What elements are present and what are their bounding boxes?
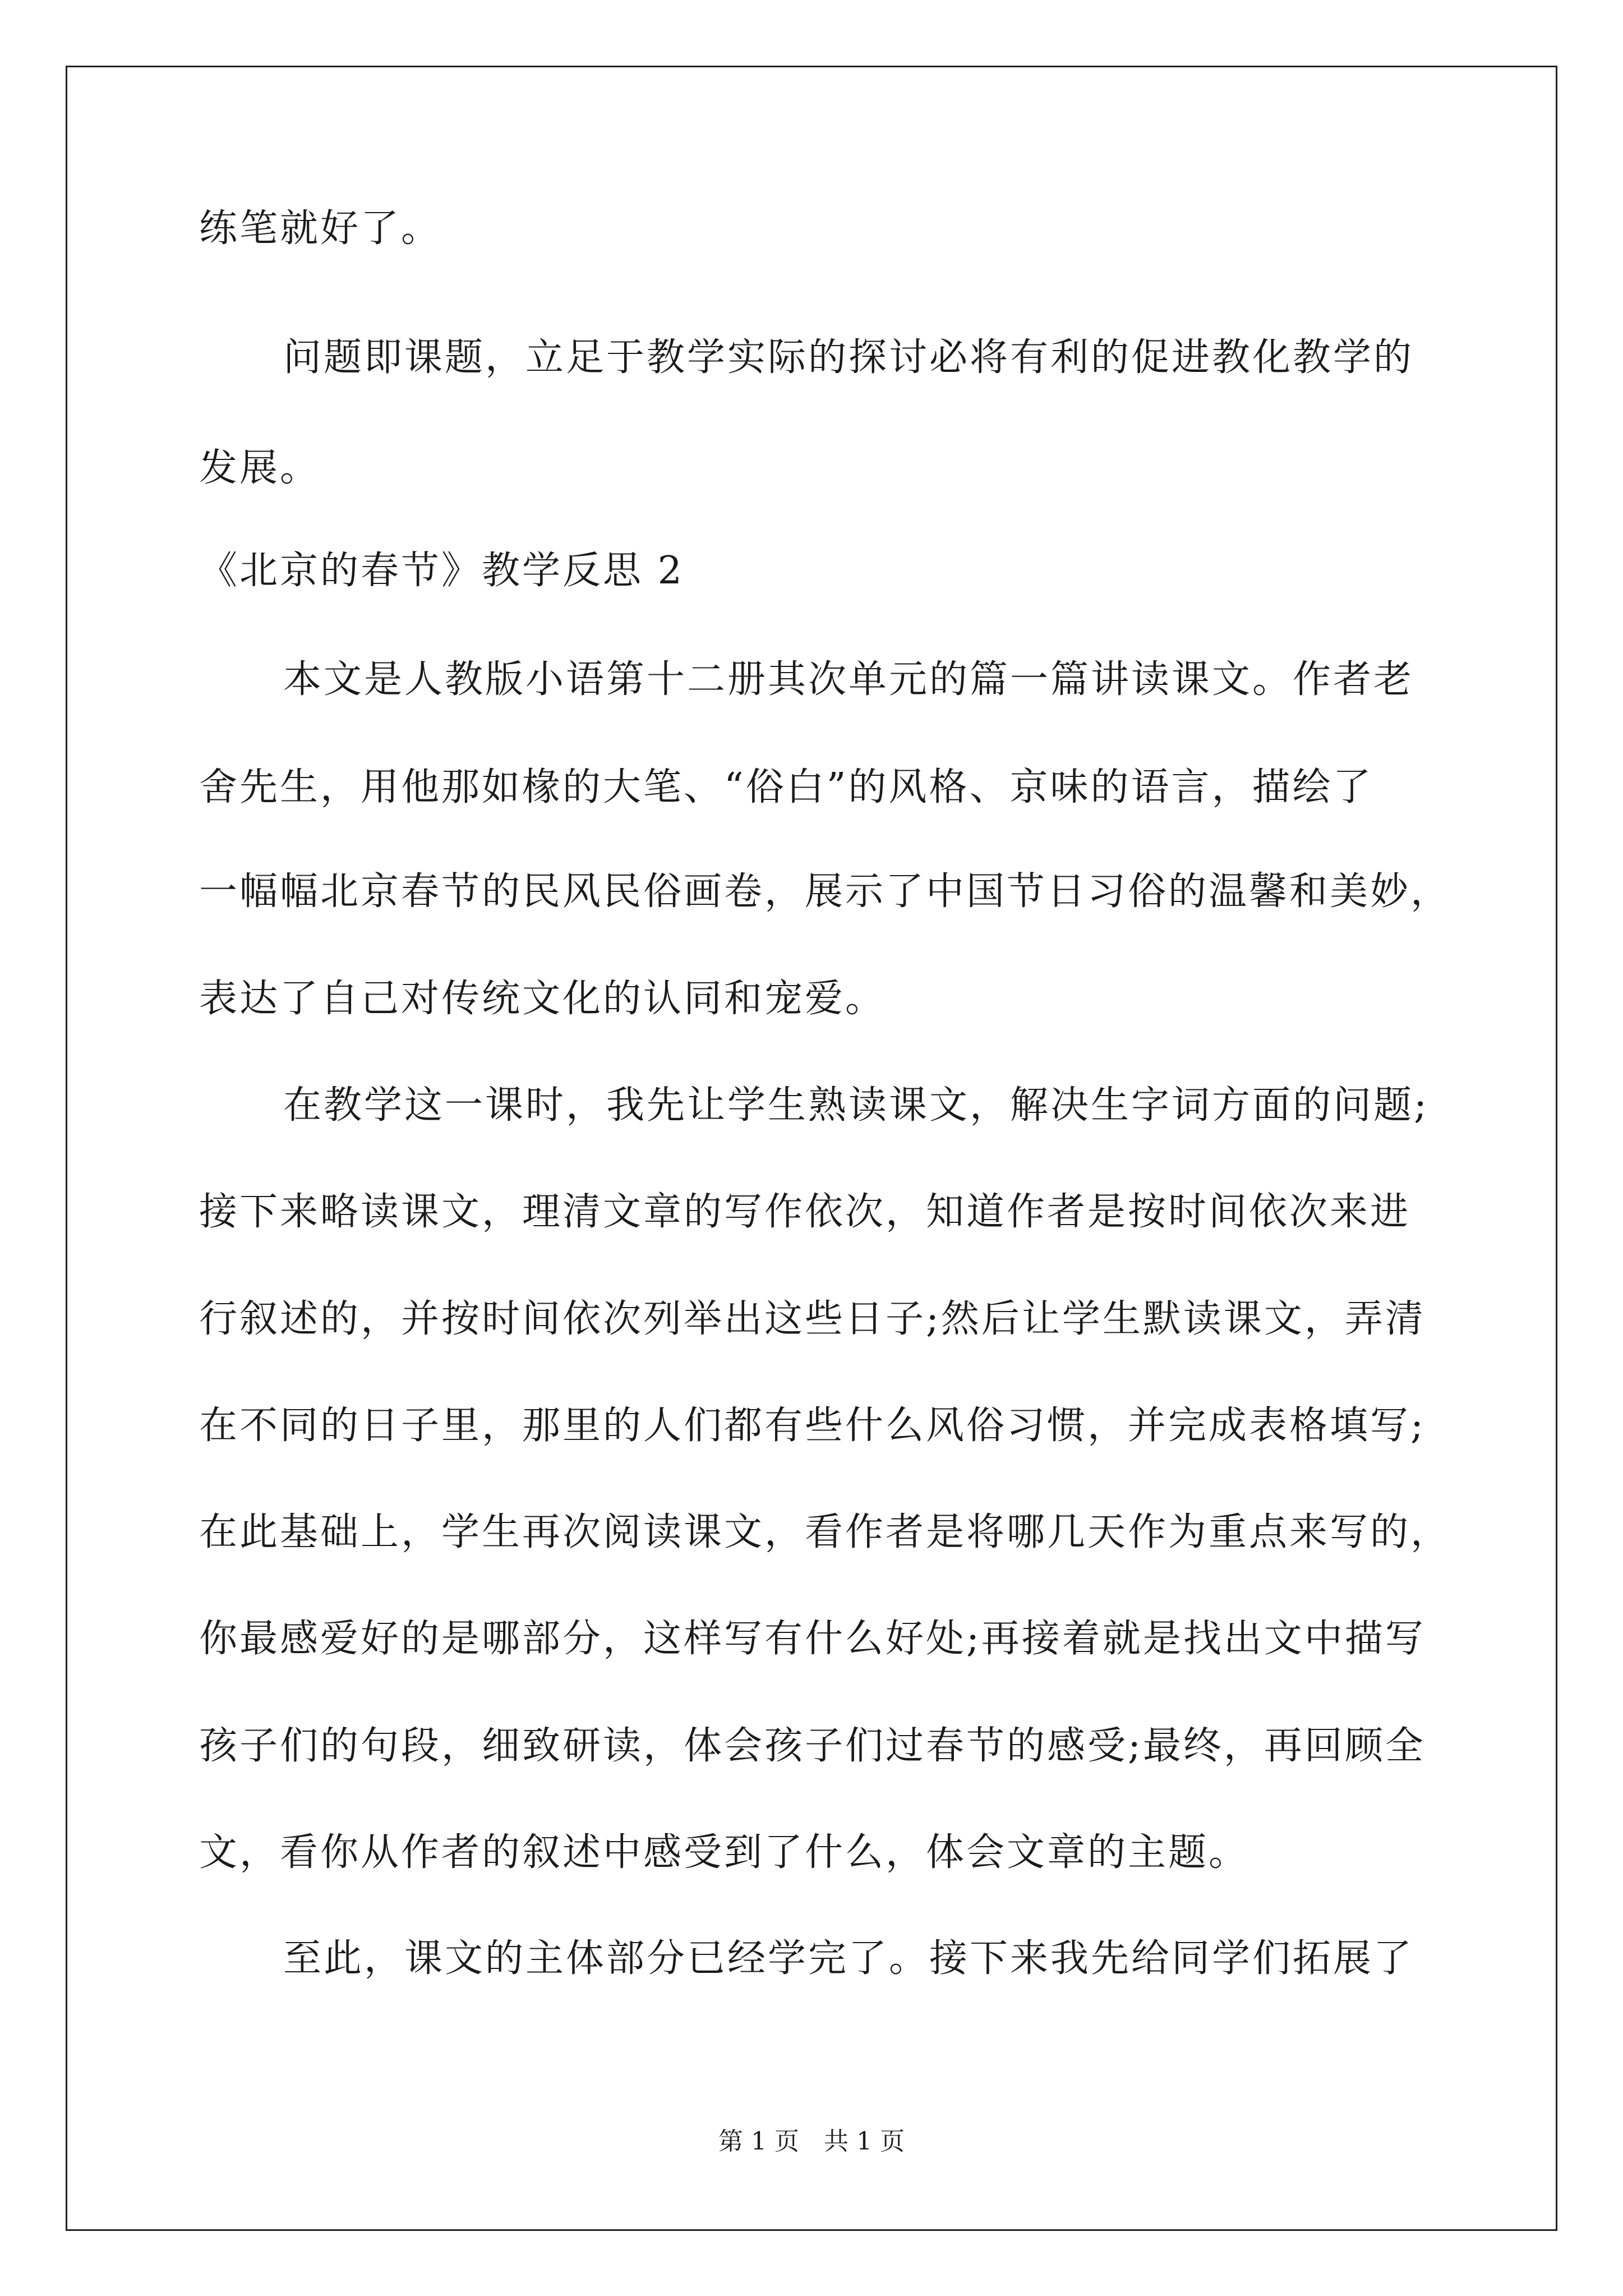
text-line: 一幅幅北京春节的民风民俗画卷，展示了中国节日习俗的温馨和美妙， (199, 869, 1451, 914)
text-line: 至此，课文的主体部分已经学完了。接下来我先给同学们拓展了 (283, 1936, 1414, 1981)
text-line: 行叙述的，并按时间依次列举出这些日子;然后让学生默读课文，弄清 (199, 1297, 1426, 1341)
text-line: 文，看你从作者的叙述中感受到了什么，体会文章的主题。 (199, 1830, 1249, 1875)
text-line: 孩子们的句段，细致研读，体会孩子们过春节的感受;最终，再回顾全 (199, 1724, 1426, 1768)
text-line: 练笔就好了。 (199, 206, 442, 251)
text-line: 在教学这一课时，我先让学生熟读课文，解决生字词方面的问题; (283, 1083, 1429, 1128)
text-line: 问题即课题，立足于教学实际的探讨必将有利的促进教化教学的 (283, 335, 1414, 380)
text-line: 在此基础上，学生再次阅读课文，看作者是将哪几天作为重点来写的， (199, 1510, 1451, 1554)
page-number-footer: 第 1 页 共 1 页 (718, 2127, 905, 2156)
text-line: 接下来略读课文，理清文章的写作依次，知道作者是按时间依次来进 (199, 1190, 1411, 1234)
text-line: 本文是人教版小语第十二册其次单元的篇一篇讲读课文。作者老 (283, 657, 1414, 702)
text-line: 舍先生，用他那如椽的大笔、“俗白”的风格、京味的语言，描绘了 (199, 765, 1373, 809)
page-border (66, 66, 1557, 2231)
text-line: 表达了自己对传统文化的认同和宠爱。 (199, 977, 886, 1021)
text-line: 你最感爱好的是哪部分，这样写有什么好处;再接着就是找出文中描写 (199, 1617, 1426, 1661)
text-line: 发展。 (199, 446, 321, 490)
section-heading: 《北京的春节》教学反思 2 (199, 549, 684, 593)
text-line: 在不同的日子里，那里的人们都有些什么风俗习惯，并完成表格填写; (199, 1404, 1426, 1448)
